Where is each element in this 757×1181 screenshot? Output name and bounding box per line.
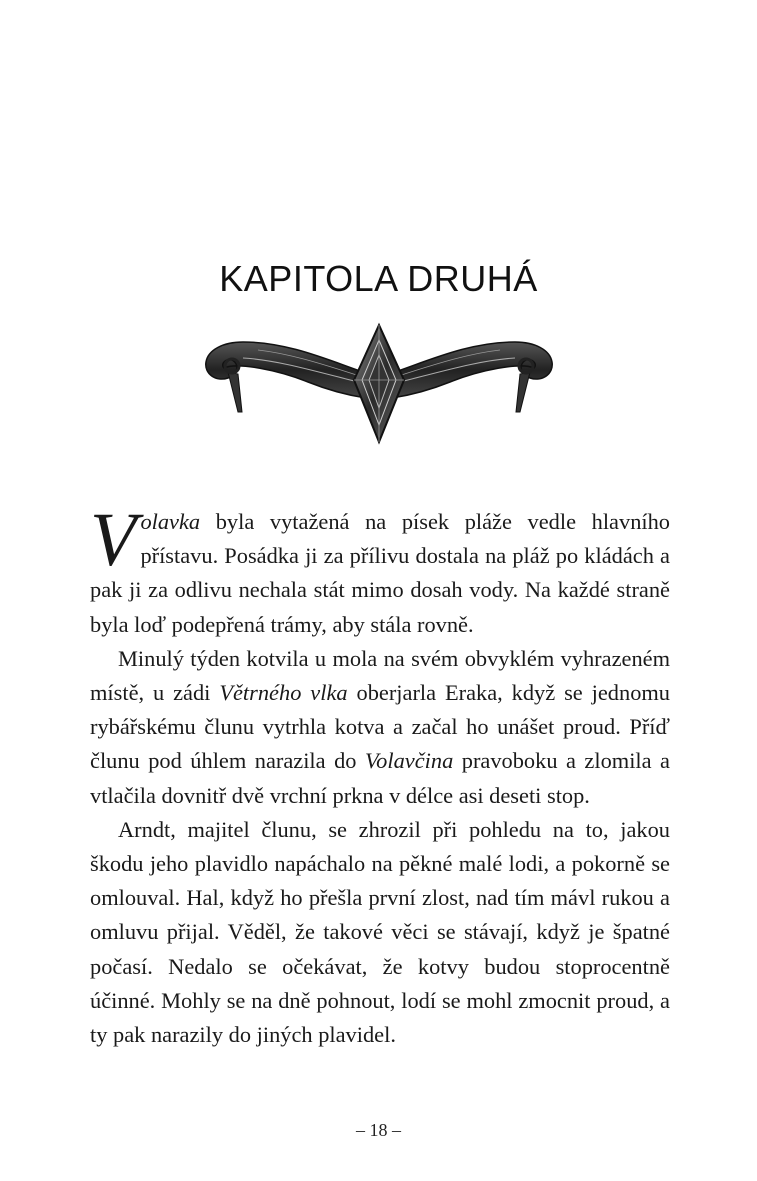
- drop-cap: V: [90, 498, 137, 582]
- paragraph-1-text: byla vytažená na písek pláže vedle hlavního přístavu. Posádka ji za přílivu dostala na pláž po kládách a pak ji za odlivu nechala stát mimo dosah vody. Na každé straně byla loď podepřená trámy, aby stála rovně.: [90, 509, 670, 637]
- paragraph-2: [90, 642, 670, 813]
- ship-name-italic: Volavčina: [364, 748, 454, 774]
- ship-name-italic: olavka: [140, 509, 201, 534]
- paragraph-2-part3: pravoboku a zlomila a vtlačila dovnitř dvě vrchní prkna v délce asi deseti stop.: [90, 748, 670, 808]
- paragraph-2-part2: oberjarla Eraka, když se jednomu rybářskému člunu vytrhla kotva a začal ho unášet proud. Příď člunu pod úhlem narazila do: [90, 680, 671, 774]
- paragraph-1: [90, 498, 670, 642]
- paragraph-3: Arndt, majitel člunu, se zhrozil při pohledu na to, jakou škodu jeho plavidlo napáchalo na pěkné malé lodi, a pokorně se omlouval. Hal, když ho přešla první zlost, nad tím mávl rukou a omluvu přijal. Věděl, že takové věci se stávají, když je špatné počasí. Nedalo se očekávat, že kotvy budou stoprocentně účinné. Mohly se na dně pohnout, lodí se mohl zmocnit proud, a ty pak narazily do jiných plavidel.: [90, 816, 670, 1048]
- viking-ornament-icon: [198, 320, 560, 445]
- ship-name-italic: Větrného vlka: [219, 680, 348, 706]
- chapter-title: KAPITOLA DRUHÁ: [219, 258, 538, 299]
- page-number: – 18 –: [356, 1120, 401, 1140]
- paragraph-2-part1: Minulý týden kotvila u mola na svém obvyklém vyhrazeném místě, u zádi: [90, 645, 670, 706]
- body-text: [90, 498, 671, 1052]
